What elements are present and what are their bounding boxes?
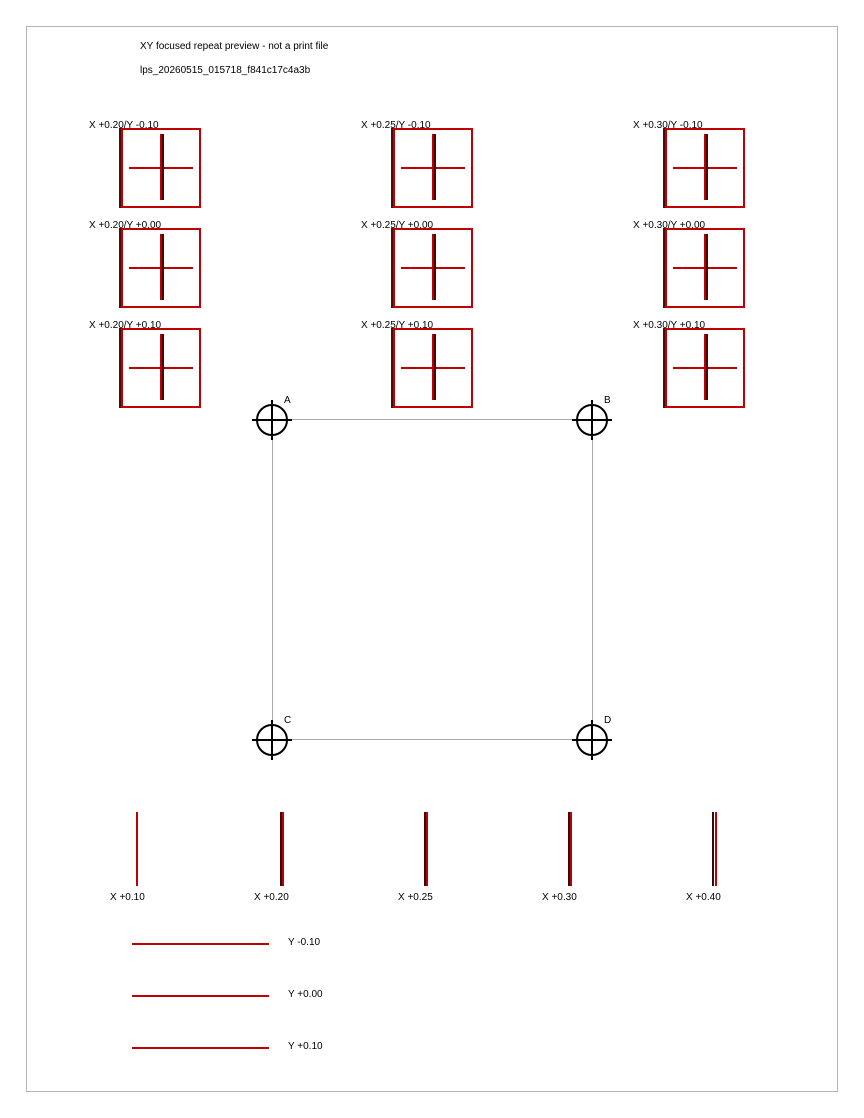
page-title: XY focused repeat preview - not a print file xyxy=(140,41,329,52)
tile-label: X +0.30/Y +0.00 xyxy=(633,220,706,231)
test-tile xyxy=(633,320,745,408)
tile-label: X +0.25/Y -0.10 xyxy=(361,120,431,131)
y-offset-label: Y -0.10 xyxy=(288,937,321,948)
tile-label: X +0.20/Y +0.00 xyxy=(89,220,162,231)
tile-crosshair-v xyxy=(704,234,706,300)
y-offset-label: Y +0.00 xyxy=(288,989,323,1000)
test-tile xyxy=(633,220,745,308)
x-offset-line xyxy=(280,812,286,886)
test-tile xyxy=(89,220,201,308)
tile-crosshair-shadow xyxy=(434,334,436,400)
x-offset-line-shadow xyxy=(712,812,714,886)
tile-crosshair-shadow xyxy=(434,234,436,300)
tile-crosshair-shadow xyxy=(162,334,164,400)
x-offset-line xyxy=(712,812,718,886)
x-offset-line-red xyxy=(426,812,428,886)
x-offset-line xyxy=(568,812,574,886)
x-offset-line xyxy=(424,812,430,886)
tile-crosshair-shadow xyxy=(434,134,436,200)
registration-mark-label: D xyxy=(604,715,612,726)
x-offset-line-red xyxy=(715,812,717,886)
tile-label: X +0.20/Y -0.10 xyxy=(89,120,159,131)
test-tile xyxy=(633,120,745,208)
x-offset-line xyxy=(136,812,142,886)
registration-mark-b xyxy=(572,395,612,440)
test-tile xyxy=(361,120,473,208)
tile-crosshair-v xyxy=(704,334,706,400)
tile-label: X +0.30/Y +0.10 xyxy=(633,320,706,331)
file-id: lps_20260515_015718_f841c17c4a3b xyxy=(140,65,311,76)
tile-crosshair-v xyxy=(704,134,706,200)
tile-label: X +0.25/Y +0.10 xyxy=(361,320,434,331)
test-tile xyxy=(89,120,201,208)
tile-crosshair-shadow xyxy=(706,234,708,300)
x-offset-line-red xyxy=(136,812,138,886)
test-tile xyxy=(89,320,201,408)
tile-crosshair-v xyxy=(432,134,434,200)
tile-crosshair-shadow xyxy=(162,134,164,200)
tile-crosshair-shadow xyxy=(706,134,708,200)
registration-mark-label: A xyxy=(284,395,291,406)
tile-crosshair-shadow xyxy=(706,334,708,400)
tile-crosshair-shadow xyxy=(162,234,164,300)
tile-crosshair-v xyxy=(160,234,162,300)
test-tile xyxy=(361,220,473,308)
y-offset-line xyxy=(132,943,269,945)
registration-mark-label: B xyxy=(604,395,611,406)
tile-label: X +0.30/Y -0.10 xyxy=(633,120,703,131)
tile-crosshair-v xyxy=(432,234,434,300)
x-offset-label: X +0.40 xyxy=(686,892,721,903)
tile-crosshair-v xyxy=(160,334,162,400)
y-offset-label: Y +0.10 xyxy=(288,1041,323,1052)
y-offset-line xyxy=(132,995,269,997)
x-offset-label: X +0.20 xyxy=(254,892,289,903)
x-offset-line-red xyxy=(570,812,572,886)
x-offset-label: X +0.30 xyxy=(542,892,577,903)
registration-mark-a xyxy=(252,395,292,440)
registration-mark-d xyxy=(572,715,612,760)
x-offset-label: X +0.25 xyxy=(398,892,433,903)
y-offset-line xyxy=(132,1047,269,1049)
tile-label: X +0.25/Y +0.00 xyxy=(361,220,434,231)
tile-crosshair-v xyxy=(160,134,162,200)
tile-crosshair-v xyxy=(432,334,434,400)
registration-mark-label: C xyxy=(284,715,292,726)
tile-label: X +0.20/Y +0.10 xyxy=(89,320,162,331)
x-offset-label: X +0.10 xyxy=(110,892,145,903)
x-offset-line-red xyxy=(282,812,284,886)
test-tile xyxy=(361,320,473,408)
registration-mark-c xyxy=(252,715,292,760)
